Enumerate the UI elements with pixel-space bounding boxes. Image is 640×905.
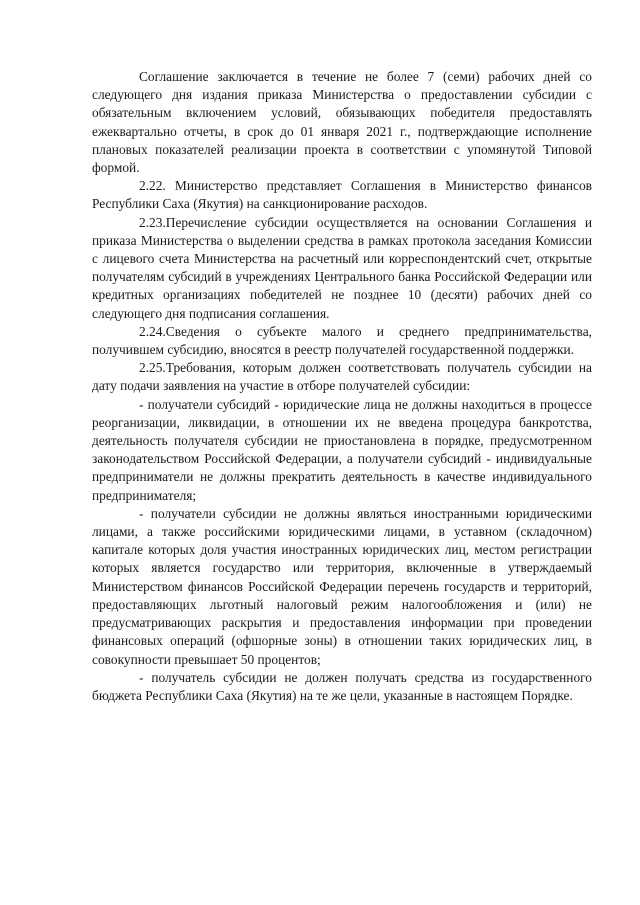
- requirement-item-3: - получатель субсидии не должен получать средства из государственного бюджета Республики Саха (Якутия) на те же цели, указанные в настоящем Порядке.: [92, 669, 592, 703]
- requirement-item-1: - получатели субсидий - юридические лица не должны находиться в процессе реорганизации, ликвидации, в отношении их не введена процедура банкротства, деятельность получателя субсидии не приостановлена в порядке, предусмотренном законодательством Российской Федерации, а получатели субсидий - индивидуальные предприниматели не должны прекратить деятельность в качестве индивидуального предпринимателя;: [92, 396, 592, 503]
- paragraph-2-24: 2.24.Сведения о субъекте малого и среднего предпринимательства, получившем субсидию, вносятся в реестр получателей государственной поддержки.: [92, 323, 592, 358]
- paragraph-2-25: 2.25.Требования, которым должен соответствовать получатель субсидии на дату подачи заявления на участие в отборе получателей субсидии:: [92, 360, 592, 394]
- paragraph-agreement-terms: Соглашение заключается в течение не более 7 (семи) рабочих дней со следующего дня издания приказа Министерства о предоставлении субсидии с обязательным включением условий, обязывающих победителя предоставлять ежеквартально отчеты, в срок до 01 января 2021 г., подтверждающие исполнение плановых показателей реализации проекта в соответствии с упомянутой Типовой формой.: [92, 69, 592, 176]
- requirement-item-2: - получатели субсидии не должны являться иностранными юридическими лицами, а также российскими юридическими лицами, в уставном (складочном) капитале которых доля участия иностранных юридических лиц, местом регистрации которых является государство или территория, включенные в утверждаемый Министерством финансов Российской Федерации перечень государств и территорий, предоставляющих льготный налоговый режим налогообложения и (или) не предусматривающих раскрытия и предоставления информации при проведении финансовых операций (офшорные зоны) в отношении таких юридических лиц, в совокупности превышает 50 процентов;: [92, 505, 592, 667]
- document-body: [92, 68, 592, 705]
- paragraph-2-23: 2.23.Перечисление субсидии осуществляется на основании Соглашения и приказа Министерства о выделении средства в рамках протокола заседания Комиссии с лицевого счета Министерства на расчетный или корреспондентский счет, открытые получателям субсидий в учреждениях Центрального банка Российской Федерации или кредитных организациях победителей не позднее 10 (десяти) рабочих дней со следующего дня подписания соглашения.: [92, 214, 592, 321]
- paragraph-2-22: 2.22. Министерство представляет Соглашения в Министерство финансов Республики Саха (Якутия) на санкционирование расходов.: [92, 178, 592, 212]
